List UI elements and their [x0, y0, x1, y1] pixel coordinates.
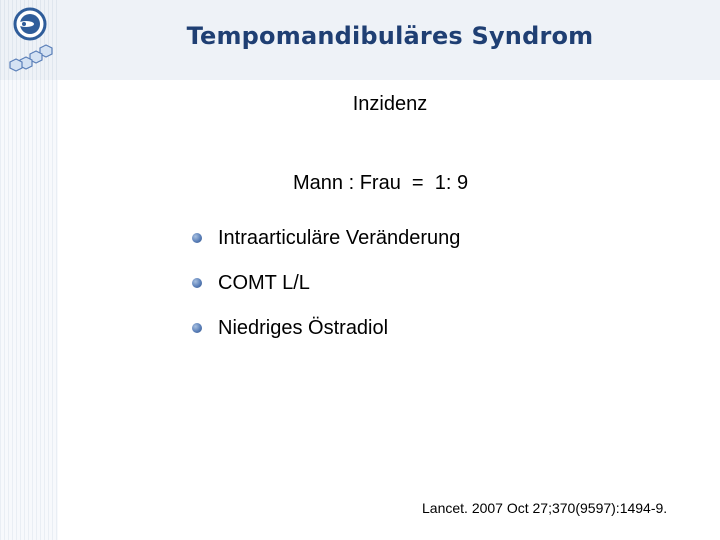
page-title: Tempomandibuläres Syndrom [186, 22, 594, 50]
bullet-item [192, 225, 460, 270]
left-decorative-band [0, 0, 58, 540]
round-bullet-icon [192, 233, 202, 243]
citation: Lancet. 2007 Oct 27;370(9597):1494-9. [422, 500, 668, 516]
bullet-text: COMT L/L [218, 272, 310, 294]
eye-molecule-logo-icon [6, 4, 56, 76]
bullet-text: Intraarticuläre Veränderung [218, 227, 461, 249]
bullet-item [192, 270, 460, 315]
bullet-item [192, 315, 460, 360]
bullet-list [192, 225, 460, 360]
round-bullet-icon [192, 323, 202, 333]
ratio-statement: Mann : Frau = 1: 9 [293, 172, 469, 194]
round-bullet-icon [192, 278, 202, 288]
subtitle: Inzidenz [352, 93, 428, 115]
bullet-text: Niedriges Östradiol [218, 317, 389, 339]
